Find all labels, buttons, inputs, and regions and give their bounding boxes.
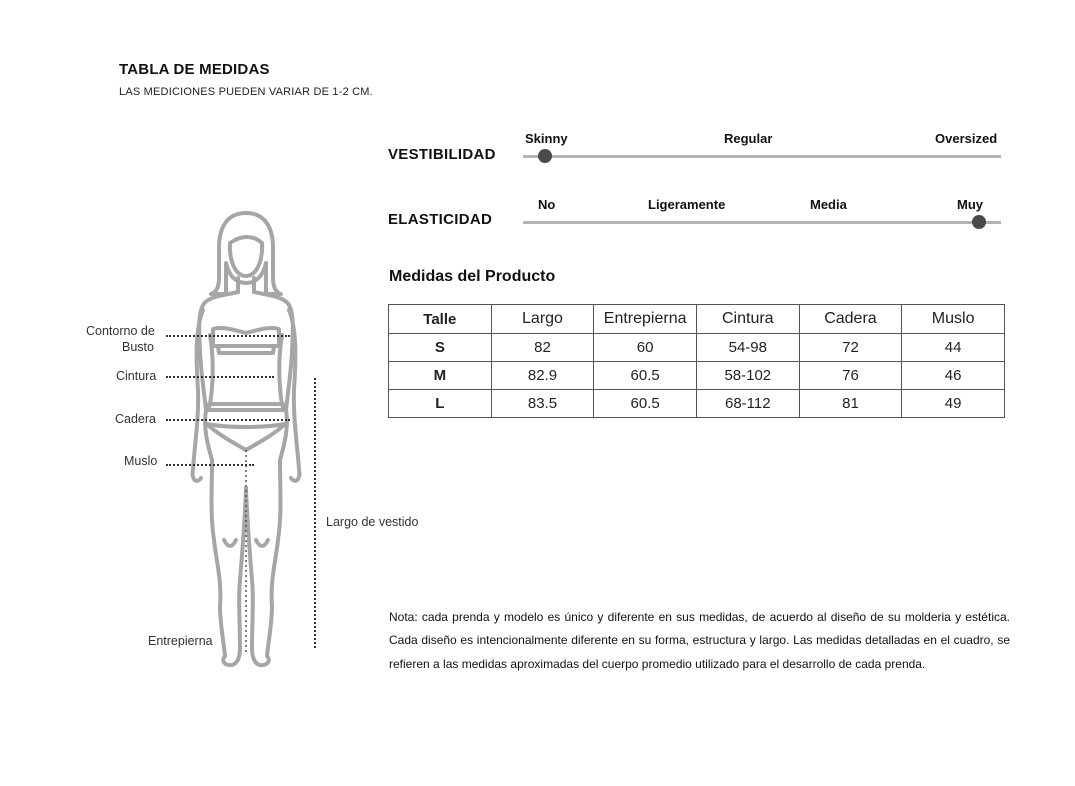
table-cell: 44 [902,334,1005,362]
table-cell: 49 [902,390,1005,418]
table-cell: 58-102 [696,362,799,390]
column-header: Cintura [696,305,799,334]
column-header: Largo [491,305,594,334]
elasticity-scale-knob [972,215,986,229]
table-cell: 60.5 [594,362,697,390]
table-row [389,390,1005,418]
column-header: Talle [389,305,492,334]
elasticity-label-media: Media [810,197,847,212]
table-cell: 60.5 [594,390,697,418]
body-figure-illustration [190,205,320,675]
elasticity-scale-title: ELASTICIDAD [388,211,493,228]
size-table-header [389,305,1005,334]
column-header: Cadera [799,305,902,334]
label-inseam: Entrepierna [148,634,213,648]
column-header: Muslo [902,305,1005,334]
table-cell: 82.9 [491,362,594,390]
elasticity-scale-track [523,221,1001,224]
label-waist: Cintura [116,369,157,383]
label-hip: Cadera [115,412,156,426]
fit-label-regular: Regular [724,131,773,146]
waist-leader-line [166,376,274,378]
label-length: Largo de vestido [326,515,419,529]
size-table [388,304,1005,418]
page-subtitle: LAS MEDICIONES PUEDEN VARIAR DE 1-2 CM. [119,86,373,98]
table-cell: 82 [491,334,594,362]
table-cell: 54-98 [696,334,799,362]
table-row [389,334,1005,362]
elasticity-label-ligeramente: Ligeramente [648,197,726,212]
hip-leader-line [166,419,290,421]
column-header: Entrepierna [594,305,697,334]
label-bust-line1: Contorno de [86,324,155,338]
size-cell: L [389,390,492,418]
table-cell: 76 [799,362,902,390]
product-measures-title: Medidas del Producto [389,268,556,285]
fit-label-skinny: Skinny [525,131,568,146]
table-cell: 81 [799,390,902,418]
label-bust-line2: Busto [122,340,154,354]
table-cell: 72 [799,334,902,362]
size-cell: S [389,334,492,362]
label-thigh: Muslo [124,454,158,468]
disclaimer-note: Nota: cada prenda y modelo es único y diferente en sus medidas, de acuerdo al diseño de su molderia y estética. Cada diseño es intencionalmente diferente en su forma, estructura y largo. Las medidas detalladas en el cuadro, se refieren a las medidas aproximadas del cuerpo promedio utilizado para el desarrollo de cada prenda. [389,610,1010,671]
table-cell: 68-112 [696,390,799,418]
thigh-leader-line [166,464,254,466]
table-row [389,362,1005,390]
fit-label-oversized: Oversized [935,131,998,146]
fit-scale-knob [538,149,552,163]
size-cell: M [389,362,492,390]
bust-leader-line [166,335,290,337]
fit-scale-title: VESTIBILIDAD [388,146,496,163]
length-dotted-line [314,378,316,648]
table-cell: 46 [902,362,1005,390]
page-title: TABLA DE MEDIDAS [119,61,270,78]
table-cell: 60 [594,334,697,362]
table-cell: 83.5 [491,390,594,418]
elasticity-label-no: No [538,197,556,212]
fit-scale-track [523,155,1001,158]
elasticity-label-muy: Muy [957,197,983,212]
